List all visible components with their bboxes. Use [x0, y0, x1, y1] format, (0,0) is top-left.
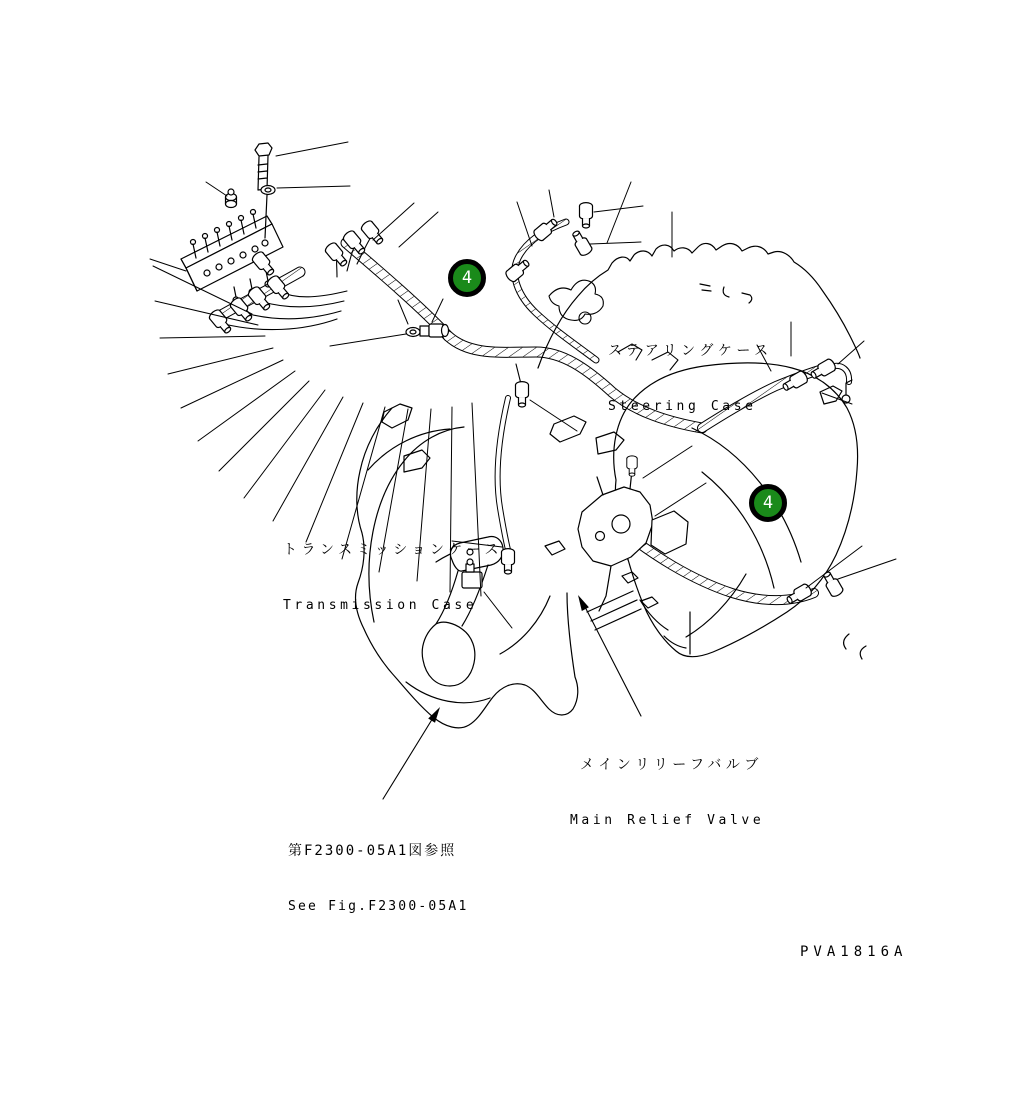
label-main-relief-valve-jp: メインリリーフバルブ: [580, 757, 763, 773]
label-see-figure-en: See Fig.F2300-05A1: [288, 899, 469, 914]
label-see-figure-jp: 第F2300-05A1図参照: [288, 843, 457, 859]
callout-number: 4: [461, 267, 473, 288]
label-transmission-case: [283, 503, 503, 652]
label-transmission-case-jp: トランスミッションケース: [283, 542, 504, 558]
main-relief-valve: [545, 470, 688, 630]
label-steering-case-jp: ステアリングケース: [608, 343, 773, 359]
plug-and-ring: [406, 324, 449, 337]
label-steering-case: [608, 304, 773, 453]
label-main-relief-valve-en: Main Relief Valve: [570, 813, 765, 828]
label-main-relief-valve: [570, 718, 764, 867]
callout-balloon-lower[interactable]: [749, 484, 787, 522]
label-steering-case-en: Steering Case: [608, 399, 757, 414]
label-transmission-case-en: Transmission Case: [283, 598, 478, 613]
callout-number: 4: [762, 492, 774, 513]
drawing-code: PVA1816A: [800, 944, 908, 960]
callout-balloon-upper[interactable]: [448, 259, 486, 297]
label-see-figure: [288, 804, 468, 953]
